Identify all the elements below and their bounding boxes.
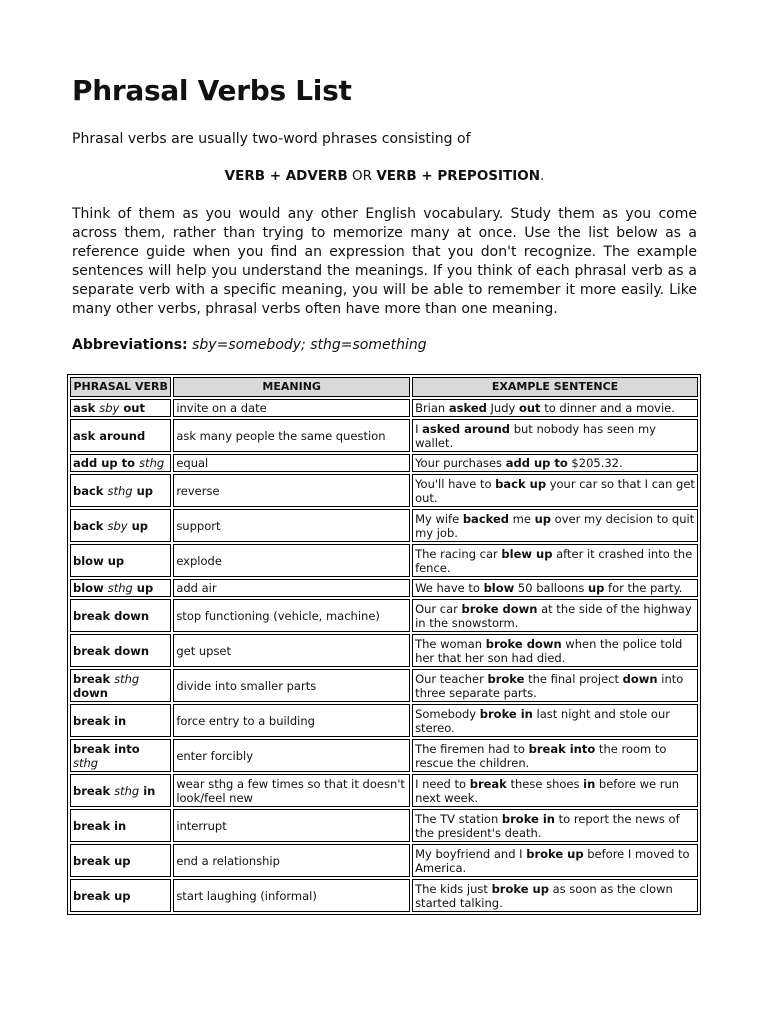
bold-text: broke in [501,811,555,826]
plain-text: before I moved to America. [415,846,690,875]
page-title: Phrasal Verbs List [72,74,352,107]
header-example-sentence: EXAMPLE SENTENCE [412,377,698,397]
bold-text: blow up [73,553,125,568]
plain-text: but nobody has seen my wallet. [415,421,656,450]
meaning-cell: equal [173,454,410,472]
bold-text: broke in [479,706,533,721]
header-meaning: MEANING [173,377,410,397]
bold-text: break into [73,741,140,756]
table-row [70,879,698,912]
table-row [70,399,698,417]
meaning-cell: wear sthg a few times so that it doesn't look/feel new [173,774,410,807]
phrasal-verb-cell [70,634,171,667]
phrasal-verb-cell [70,544,171,577]
formula-end: . [540,168,545,184]
example-sentence-cell [412,844,698,877]
bold-text: asked [448,401,487,415]
example-sentence-cell [412,419,698,452]
table-body [70,399,698,912]
plain-text: You'll have to [415,476,496,491]
bold-text: broke down [485,636,562,651]
example-sentence-cell [412,879,698,912]
bold-text: break in [73,713,127,728]
phrasal-verb-cell [70,399,171,417]
bold-text: break up [73,888,131,903]
example-sentence-cell [412,544,698,577]
bold-text: back up [495,476,547,491]
phrasal-verb-cell [70,704,171,737]
italic-text: sthg [139,456,165,470]
italic-text: sby [99,401,120,415]
meaning-cell: reverse [173,474,410,507]
bold-text: back [73,483,108,498]
meaning-cell: get upset [173,634,410,667]
plain-text: Somebody [415,706,480,721]
plain-text: The firemen had to [415,741,529,756]
phrasal-verb-cell [70,419,171,452]
table-row [70,544,698,577]
plain-text: I [415,421,423,436]
plain-text: 50 balloons [514,581,588,595]
example-sentence-cell [412,399,698,417]
abbreviations-label: Abbreviations: [72,337,188,353]
example-sentence-cell [412,599,698,632]
bold-text: break into [528,741,596,756]
plain-text: I need to [415,776,470,791]
meaning-cell: start laughing (informal) [173,879,410,912]
phrasal-verb-cell [70,844,171,877]
bold-text: break [73,671,115,686]
italic-text: sby [107,518,128,533]
plain-text: My wife [415,511,463,526]
table-row [70,809,698,842]
formula-or: OR [352,168,373,184]
plain-text: for the party. [604,581,683,595]
plain-text: $205.32. [567,456,623,470]
bold-text: ask around [73,428,146,443]
bold-text: backed [462,511,510,526]
phrasal-verb-cell [70,579,171,597]
plain-text: last night and stole our stereo. [415,706,670,735]
formula-part2: VERB + PREPOSITION [376,168,541,184]
meaning-cell: add air [173,579,410,597]
plain-text: into three separate parts. [415,671,684,700]
table-header-row [70,377,698,397]
meaning-cell: invite on a date [173,399,410,417]
italic-text: sthg [107,581,133,595]
plain-text: Your purchases [415,456,506,470]
plain-text: The racing car [415,546,502,561]
bold-text: broke down [461,601,538,616]
table-row [70,774,698,807]
example-sentence-cell [412,809,698,842]
phrasal-verb-cell [70,509,171,542]
plain-text: We have to [415,581,484,595]
italic-text: sthg [114,783,140,798]
bold-text: up [132,483,153,498]
bold-text: blew up [501,546,553,561]
bold-text: up [587,581,605,595]
plain-text: when the police told her that her son had died. [415,636,683,665]
bold-text: add up to [505,456,568,470]
bold-text: break down [73,643,150,658]
phrasal-verbs-table-wrap [67,374,701,915]
formula-part1: VERB + ADVERB [224,168,348,184]
bold-text: add up to [73,456,140,470]
example-sentence-cell [412,509,698,542]
bold-text: broke up [526,846,584,861]
meaning-cell: force entry to a building [173,704,410,737]
italic-text: sthg [114,671,140,686]
plain-text: over my decision to quit my job. [415,511,695,540]
plain-text: your car so that I can get out. [415,476,695,505]
plain-text: Our car [415,601,462,616]
phrasal-verb-cell [70,739,171,772]
bold-text: break down [73,608,150,623]
bold-text: break [469,776,507,791]
phrasal-verb-cell [70,809,171,842]
example-sentence-cell [412,669,698,702]
example-sentence-cell [412,579,698,597]
bold-text: back [73,518,108,533]
example-sentence-cell [412,704,698,737]
plain-text: these shoes [506,776,584,791]
plain-text: The woman [415,636,486,651]
meaning-cell: ask many people the same question [173,419,410,452]
example-sentence-cell [412,474,698,507]
bold-text: out [119,401,145,415]
meaning-cell: stop functioning (vehicle, machine) [173,599,410,632]
plain-text: me [509,511,535,526]
table-row [70,579,698,597]
table-row [70,454,698,472]
bold-text: up [132,581,154,595]
italic-text: sthg [73,755,99,770]
table-row [70,844,698,877]
plain-text: Our teacher [415,671,488,686]
bold-text: break up [73,853,131,868]
plain-text: The TV station [415,811,502,826]
plain-text: after it crashed into the fence. [415,546,693,575]
table-row [70,474,698,507]
italic-text: sthg [107,483,133,498]
table-row [70,509,698,542]
plain-text: before we run next week. [415,776,680,805]
phrasal-verb-cell [70,474,171,507]
plain-text: the room to rescue the children. [415,741,667,770]
bold-text: break [73,783,115,798]
bold-text: break in [73,818,127,833]
plain-text: to dinner and a movie. [540,401,675,415]
bold-text: blow [483,581,515,595]
bold-text: blow [73,581,108,595]
bold-text: in [583,776,596,791]
plain-text: the final project [524,671,623,686]
bold-text: asked around [422,421,511,436]
phrasal-verb-cell [70,774,171,807]
meaning-cell: end a relationship [173,844,410,877]
example-sentence-cell [412,774,698,807]
example-sentence-cell [412,739,698,772]
plain-text: The kids just [415,881,492,896]
phrasal-verb-cell [70,454,171,472]
meaning-cell: support [173,509,410,542]
abbreviations-line [72,337,427,353]
plain-text: Judy [486,401,519,415]
plain-text: at the side of the highway in the snowstorm. [415,601,692,630]
example-sentence-cell [412,454,698,472]
plain-text: Brian [415,401,449,415]
bold-text: up [127,518,149,533]
plain-text: as soon as the clown started talking. [415,881,673,910]
abbreviations-text: sby=somebody; sthg=something [192,337,427,353]
bold-text: broke [487,671,525,686]
table-row [70,419,698,452]
plain-text: to report the news of the president's death. [415,811,680,840]
bold-text: out [518,401,541,415]
header-phrasal-verb: PHRASAL VERB [70,377,171,397]
bold-text: broke up [491,881,549,896]
meaning-cell: interrupt [173,809,410,842]
formula-line [72,168,697,184]
phrasal-verb-cell [70,599,171,632]
table-row [70,669,698,702]
intro-text: Phrasal verbs are usually two-word phrases consisting of [72,131,471,147]
phrasal-verb-cell [70,669,171,702]
bold-text: down [73,685,108,700]
example-sentence-cell [412,634,698,667]
table-row [70,739,698,772]
phrasal-verb-cell [70,879,171,912]
meaning-cell: explode [173,544,410,577]
bold-text: up [534,511,552,526]
description-paragraph: Think of them as you would any other English vocabulary. Study them as you come across them, rather than trying to memorize many at once. Use the list below as a reference guide when you find an expression that you don't recognize. The example sentences will help you understand the meanings. If you think of each phrasal verb as a separate verb with a specific meaning, you will be able to remember it more easily. Like many other verbs, phrasal verbs often have more than one meaning. [72,206,697,317]
meaning-cell: divide into smaller parts [173,669,410,702]
bold-text: in [139,783,156,798]
bold-text: ask [73,401,100,415]
table-row [70,634,698,667]
plain-text: My boyfriend and I [415,846,527,861]
table-row [70,599,698,632]
meaning-cell: enter forcibly [173,739,410,772]
table-row [70,704,698,737]
phrasal-verbs-table [67,374,701,915]
bold-text: down [622,671,658,686]
